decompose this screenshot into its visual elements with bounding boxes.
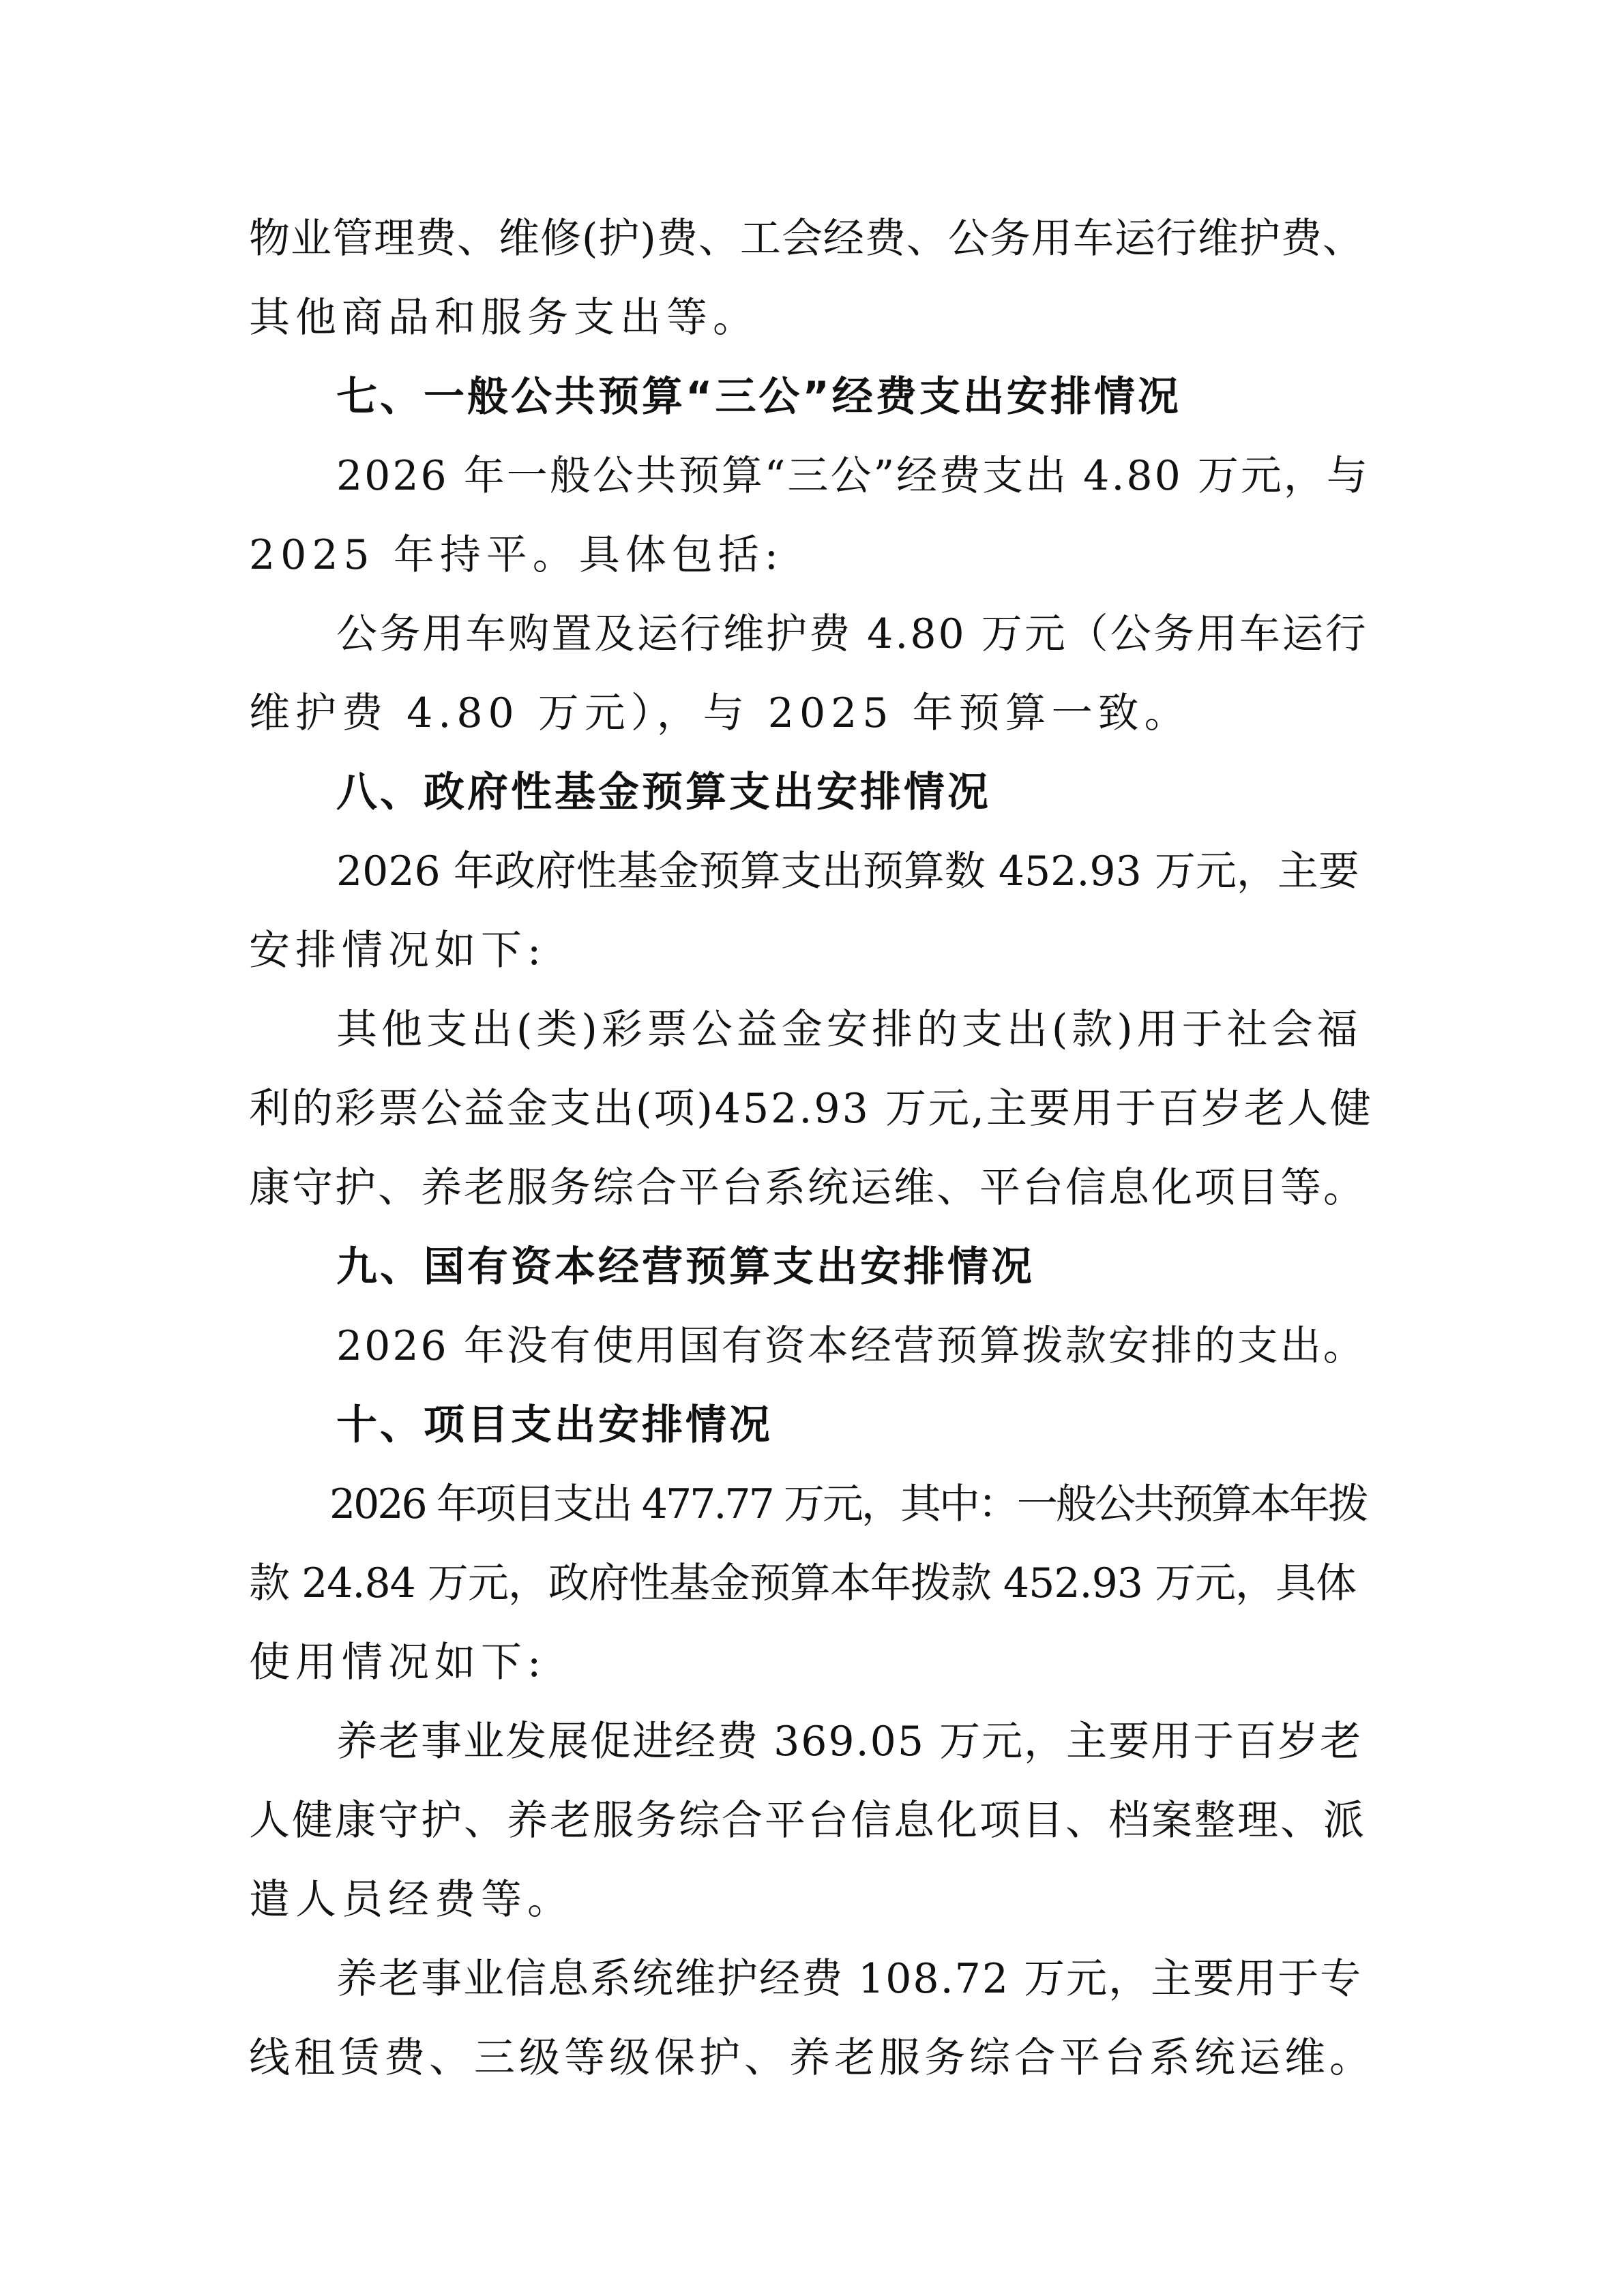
- body-line: 使用情况如下:: [249, 1639, 547, 1686]
- section-heading-nine: 九、国有资本经营预算支出安排情况: [336, 1243, 1035, 1291]
- body-line: 其他商品和服务支出等。: [249, 294, 759, 342]
- body-line: 线租赁费、三级等级保护、养老服务综合平台系统运维。: [249, 2034, 1374, 2082]
- body-line: 利的彩票公益金支出(项)452.93 万元,主要用于百岁老人健: [249, 1085, 1373, 1133]
- body-line: 2026 年一般公共预算“三公”经费支出 4.80 万元，与: [336, 452, 1370, 500]
- body-line: 2026 年政府性基金预算支出预算数 452.93 万元，主要: [336, 848, 1359, 895]
- body-line: 款 24.84 万元，政府性基金预算本年拨款 452.93 万元，具体: [249, 1560, 1356, 1607]
- section-heading-ten: 十、项目支出安排情况: [336, 1401, 773, 1449]
- body-line: 2026 年项目支出 477.77 万元，其中：一般公共预算本年拨: [329, 1480, 1367, 1528]
- body-line: 人健康守护、养老服务综合平台信息化项目、档案整理、派: [249, 1797, 1366, 1845]
- body-line: 维护费 4.80 万元），与 2025 年预算一致。: [249, 689, 1191, 737]
- body-line: 安排情况如下:: [249, 927, 547, 974]
- body-line: 2026 年没有使用国有资本经营预算拨款安排的支出。: [336, 1322, 1366, 1370]
- section-heading-eight: 八、政府性基金预算支出安排情况: [336, 769, 991, 816]
- body-line: 养老事业信息系统维护经费 108.72 万元，主要用于专: [336, 1955, 1363, 2003]
- body-line: 2025 年持平。具体包括:: [249, 531, 784, 579]
- body-line: 康守护、养老服务综合平台系统运维、平台信息化项目等。: [249, 1164, 1366, 1212]
- body-line: 遣人员经费等。: [249, 1876, 574, 1924]
- body-line: 公务用车购置及运行维护费 4.80 万元（公务用车运行: [336, 610, 1368, 658]
- section-heading-seven: 七、一般公共预算“三公”经费支出安排情况: [336, 373, 1181, 421]
- body-line: 养老事业发展促进经费 369.05 万元，主要用于百岁老: [336, 1718, 1363, 1765]
- body-line: 其他支出(类)彩票公益金安排的支出(款)用于社会福: [336, 1006, 1362, 1054]
- body-line: 物业管理费、维修(护)费、工会经费、公务用车运行维护费、: [249, 215, 1364, 263]
